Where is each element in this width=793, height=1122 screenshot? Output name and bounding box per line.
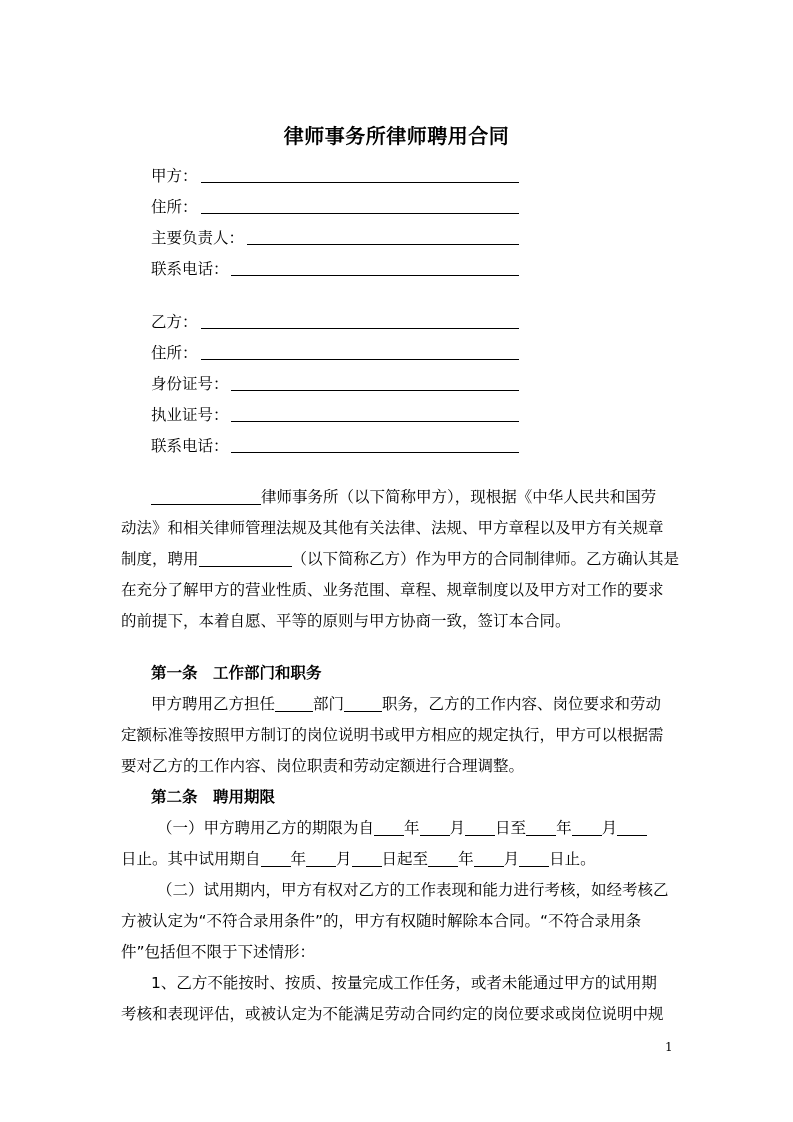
term-end-day-blank[interactable] — [617, 819, 647, 836]
trial-text-to: 日起至 — [381, 850, 429, 868]
article-1-text-1a: 甲方聘用乙方担任 — [151, 695, 276, 713]
party-a-phone-blank[interactable] — [231, 257, 519, 276]
party-b-license-field[interactable] — [151, 403, 229, 427]
intro-text-3a: 制度，聘用 — [121, 550, 199, 568]
trial-end-year-blank[interactable] — [428, 850, 458, 867]
party-b-id-field[interactable] — [151, 372, 229, 396]
department-blank[interactable] — [275, 695, 313, 712]
party-a-name-label: 甲方： — [151, 167, 198, 185]
term-text-month-2: 月 — [601, 819, 618, 837]
party-b-name-inline-blank[interactable] — [199, 550, 292, 567]
term-end-month-blank[interactable] — [572, 819, 602, 836]
party-a-address-label: 住所： — [151, 198, 198, 216]
party-a-principal-field[interactable] — [151, 226, 244, 250]
party-b-id-blank[interactable] — [231, 372, 519, 391]
party-a-phone-field[interactable] — [151, 257, 229, 281]
article-1-text-1b: 部门 — [313, 695, 345, 713]
party-b-id-label: 身份证号： — [151, 375, 229, 393]
term-start-month-blank[interactable] — [420, 819, 450, 836]
article-2-p2-line-1: （二）试用期内，甲方有权对乙方的工作表现和能力进行考核，如经考核乙 — [157, 881, 669, 899]
intro-line-2: 动法》和相关律师管理法规及其他有关法律、法规、甲方章程以及甲方有关规章 — [121, 519, 664, 537]
intro-line-3 — [121, 544, 679, 576]
term-start-year-blank[interactable] — [374, 819, 404, 836]
article-1-line-2: 定额标准等按照甲方制订的岗位说明书或甲方相应的规定执行，甲方可以根据需 — [121, 726, 664, 744]
party-a-address-blank[interactable] — [201, 195, 519, 214]
party-a-name-field[interactable] — [151, 164, 198, 188]
trial-text-end: 日止。 — [549, 850, 596, 868]
article-2 — [121, 782, 674, 1042]
party-b-phone-field[interactable] — [151, 434, 229, 458]
page-number: 1 — [665, 1040, 673, 1054]
firm-name-blank[interactable] — [151, 488, 261, 505]
trial-end-month-blank[interactable] — [474, 850, 504, 867]
article-2-heading: 第二条 聘用期限 — [151, 788, 276, 806]
party-a-name-blank[interactable] — [201, 164, 519, 183]
term-text-year: 年 — [404, 819, 420, 837]
trial-end-day-blank[interactable] — [519, 850, 549, 867]
party-b-phone-blank[interactable] — [231, 434, 519, 453]
party-b-license-label: 执业证号： — [151, 406, 229, 424]
position-blank[interactable] — [344, 695, 382, 712]
term-text-year-2: 年 — [556, 819, 572, 837]
party-b-name-field[interactable] — [151, 310, 198, 334]
article-1-line-1 — [151, 689, 661, 721]
party-b-license-blank[interactable] — [231, 403, 519, 422]
trial-text-month: 月 — [336, 850, 352, 868]
article-1 — [121, 658, 674, 788]
trial-start-year-blank[interactable] — [261, 850, 291, 867]
trial-text-year-2: 年 — [458, 850, 474, 868]
intro-line-5: 的前提下，本着自愿、平等的原则与甲方协商一致，签订本合同。 — [121, 612, 571, 630]
article-1-heading: 第一条 工作部门和职务 — [151, 664, 322, 682]
article-2-p2-line-2: 方被认定为“不符合录用条件”的，甲方有权随时解除本合同。“不符合录用条 — [121, 912, 642, 930]
intro-line-4: 在充分了解甲方的营业性质、业务范围、章程、规章制度以及甲方对工作的要求 — [121, 581, 664, 599]
article-2-p1-line-1 — [157, 813, 647, 845]
trial-start-day-blank[interactable] — [352, 850, 382, 867]
article-1-line-3: 要对乙方的工作内容、岗位职责和劳动定额进行合理调整。 — [121, 757, 525, 775]
party-b-address-label: 住所： — [151, 344, 198, 362]
trial-start-month-blank[interactable] — [306, 850, 336, 867]
article-2-item-1-line-2: 考核和表现评估，或被认定为不能满足劳动合同约定的岗位要求或岗位说明中规 — [121, 1005, 664, 1023]
article-2-p2-line-3: 件”包括但不限于下述情形： — [121, 943, 316, 961]
intro-text-3b: （以下简称乙方）作为甲方的合同制律师。乙方确认其是 — [291, 550, 680, 568]
intro-paragraph — [121, 482, 680, 642]
party-a-principal-blank[interactable] — [247, 226, 519, 245]
intro-text-1: 律师事务所（以下简称甲方），现根据《中华人民共和国劳 — [261, 488, 657, 506]
party-a-phone-label: 联系电话： — [151, 260, 229, 278]
party-b-phone-label: 联系电话： — [151, 437, 229, 455]
term-text-month: 月 — [449, 819, 466, 837]
article-1-text-1c: 职务，乙方的工作内容、岗位要求和劳动 — [382, 695, 662, 713]
term-end-year-blank[interactable] — [526, 819, 556, 836]
document-title: 律师事务所律师聘用合同 — [283, 124, 510, 148]
term-text-from: （一）甲方聘用乙方的期限为自 — [157, 819, 375, 837]
party-b-address-blank[interactable] — [201, 341, 519, 360]
trial-text-from: 日止。其中试用期自 — [121, 850, 261, 868]
trial-text-year: 年 — [290, 850, 307, 868]
party-b-name-blank[interactable] — [201, 310, 519, 329]
party-b-address-field[interactable] — [151, 341, 198, 365]
term-start-day-blank[interactable] — [465, 819, 495, 836]
party-b-name-label: 乙方： — [151, 313, 198, 331]
party-a-address-field[interactable] — [151, 195, 198, 219]
intro-line-1 — [151, 482, 656, 514]
article-2-p1-line-2 — [121, 844, 596, 876]
term-text-to: 日至 — [495, 819, 527, 837]
article-2-item-1-line-1: 1、乙方不能按时、按质、按量完成工作任务，或者未能通过甲方的试用期 — [151, 974, 657, 992]
trial-text-month-2: 月 — [503, 850, 520, 868]
party-a-principal-label: 主要负责人： — [151, 229, 245, 247]
